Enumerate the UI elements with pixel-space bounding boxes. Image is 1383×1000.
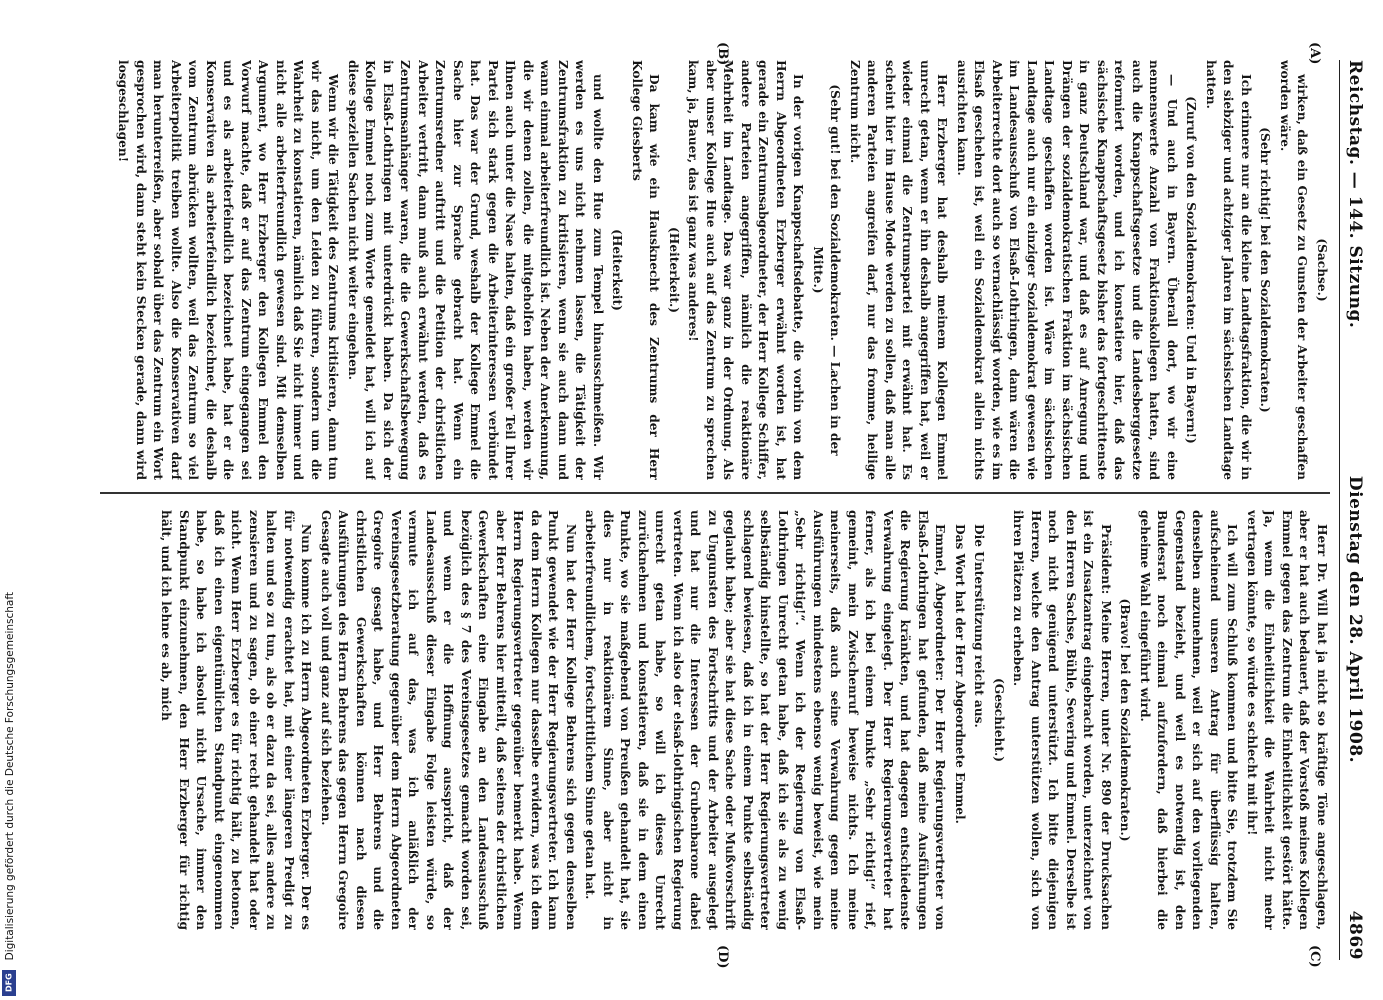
scanned-page [80,40,1370,980]
paragraph-centered: (Sachse.) [1315,238,1329,302]
header-left: Reichstag. — 144. Sitzung. [1345,60,1365,329]
paragraph-centered: (Geschieht.) [992,678,1006,762]
page-content [80,40,1370,980]
paragraph: Wenn wir die Tätigkeit des Zentrums kritisieren, dann tun wir das nicht, um den Leiden zu führen, sondern um die Wahrheit zu konstatieren, nämlich daß Sie nicht immer und nicht alle arbeiterfreundlich gewesen sind. Mit demselben Argument, wo Herr Erzberger den Kollegen Emmel den Vorwurf machte, daß er auf das Zentrum eingegangen sei und es als arbeiterfeindlich bezeichnet habe, hat er die Konservativen als arbeiterfeindlich bezeichnet, die deshalb vom Zentrum abrücken wollten, weil das Zentrum so viel Arbeiterpolitik treiben wollte. Also die Konservativen darf man herunterreißen, aber sobald über das Zentrum ein Wort gesprochen wird, dann steht kein Stecken gerade, dann wird losgeschlagen! [116,60,341,480]
page-number: 4869 [1345,910,1365,960]
margin-letter-d: (D) [715,945,730,969]
margin-letter-c: (C) [1307,945,1322,968]
paragraph-centered: (Heiterkeit.) [667,227,681,313]
margin-letter-a: (A) [1307,42,1322,65]
paragraph: und wollte den Hue zum Tempel hinausschmeißen. Wir werden es uns nicht nehmen lassen, die Tätigkeit der Zentrumsfraktion zu kritisieren, wenn sie auch dann und wann einmal arbeiterfreundlich ist. Neben der Anerkennung, die wir denen zollen, die mitgeholfen haben, werden wir Ihnen auch unter die Nase halten, daß ein großer Teil Ihrer Partei sich stark gegen die Arbeiterinteressen verbündet hat. Das war der Grund, weshalb der Kollege Emmel die Sache hier zur Sprache gebracht hat. Wenn ein Zentrumsredner auftritt und die Petition der christlichen Arbeiter vertritt, dann muß auch erwähnt werden, daß es Zentrumsanhänger waren, die die Gewerkschaftsbewegung in Elsaß-Lothringen mit unterdrückt haben. Da sich der Kollege Emmel noch zum Worte gemeldet hat, will ich auf diese speziellen Sachen nicht weiter eingehen. [346,60,605,480]
paragraph-centered: (Bravo! bei den Sozialdemokraten.) [1118,598,1133,842]
paragraph: Emmel, Abgeordneter: Der Herr Regierungsvertreter von Elsaß-Lothringen hat gefunden, daß meine Ausführungen die Regierung kränkten, und hat dagegen entschiedenste Verwahrung eingelegt. Der Herr Regierungsvertreter hat ferner, als ich bei einem Punkte „Sehr richtig!“ rief, gemeint, mein Zwischenruf beweise nichts. Ich meine meinerseits, daß auch seine Verwahrung gegen meine Ausführungen mindestens ebenso wenig beweist, wie mein „Sehr richtig!“. Wenn ich der Regierung von Elsaß-Lothringen Unrecht getan habe, daß ich sie als zu wenig selbständig hinstellte, so hat der Herr Regierungsvertreter schlagend bewiesen, daß ich in einem Punkte selbständig geglaubt habe; aber sie hat diese Sache oder Mußvorschrift zu Ungunsten des Fortschritts und der Arbeiter ausgelegt und hat nur die Interessen der Grubenbarone dabei vertreten. Wenn ich also der elsaß-lothringischen Regierung unrecht getan habe, so will ich dieses Unrecht zurücknehmen und konstatieren, daß sie in dem einen Punkte, wo sie maßgebend von Preußen gehandelt hat, sie dies nur in reaktionärem Sinne, aber nicht in arbeiterfreundlichem, fortschrittlichem Sinne getan hat. [583,510,948,930]
column-divider [100,492,1330,494]
paragraph-centered: (Sehr richtig! bei den Sozialdemokraten.) [1258,127,1273,413]
margin-letter-b: (B) [715,42,730,66]
paragraph: Da kam wie ein Hausknecht des Zentrums der Herr Kollege Giesberts [630,60,662,480]
paragraph: Die Unterstützung reicht aus. [972,524,987,728]
paragraph: Herr Dr. Will hat ja nicht so kräftige Töne angeschlagen, aber er hat auch bedauert, daß der Vorstoß meines Kollegen Emmel gegen das Zentrum die Einheitlichkeit gestört hätte. Ja, wenn die Einheitlichkeit die Wahrheit nicht mehr vertragen könnte, so würde es schlecht mit ihr! [1245,510,1329,930]
paragraph: In der vorigen Knappschaftsdebatte, die vorhin von dem Herrn Abgeordneten Erzberger erwähnt worden ist, hat gerade ein Zentrumsabgeordneter, der Herr Kollege Schiffer, andere Parteien angegriffen, nämlich die reaktionäre Mehrheit im Landtage. Das war ganz in der Ordnung. Als aber unser Kollege Hue auch auf das Zentrum zu sprechen kam, ja, Bauer, das ist ganz was anderes! [686,60,806,480]
paragraph: Das Wort hat der Herr Abgeordnete Emmel. [953,524,967,824]
paragraph-centered: (Zuruf von den Sozialdemokraten: Und in Bayern!) [1184,96,1199,444]
paragraph-centered: (Sehr gut! bei den Sozialdemokraten. — Lachen in der Mitte.) [811,84,843,456]
right-column [100,510,1330,930]
page-header [1339,60,1370,960]
paragraph-centered: (Heiterkeit) [610,229,625,311]
paragraph: Nun hat der Herr Kollege Behrens sich gegen denselben Punkt gewendet wie der Herr Regierungsvertreter. Ich kann da dem Herrn Kollegen nur dasselbe erwidern, was ich dem Herrn Regierungsvertreter gegenüber bemerkt habe. Wenn aber Herr Behrens hier mitteilt, daß seitens der christlichen Gewerkschaften eine Eingabe an den Landesausschuß bezüglich des § 7 des Vereinsgesetzes gemacht worden sei, und wenn er die Hoffnung ausspricht, daß der Landesausschuß dieser Eingabe Folge leisten würde, so vermute ich auf das, was ich anläßlich der Vereinsgesetzberatung gegenüber dem Herrn Abgeordneten Gregoire gesagt habe, und Herr Behrens und die christlichen Gewerkschaften können nach diesen Ausführungen des Herrn Behrens das gegen Herrn Gregoire Gesagte auch voll und ganz auf sich beziehen. [319,510,578,930]
left-column [100,60,1330,480]
paragraph: Herr Erzberger hat deshalb meinem Kollegen Emmel unrecht getan, wenn er ihn deshalb angegriffen hat, weil er wieder einmal die Zentrumspartei mit erwähnt hat. Es scheint hier im Hause Mode werden zu sollen, daß man alle anderen Parteien angreifen darf, nur das fromme, heilige Zentrum nicht. [848,60,950,480]
digitization-note: Digitalisierung gefördert durch die Deutsche Forschungsgemeinschaft [4,591,16,960]
paragraph: — Und auch in Bayern. Überall dort, wo wir eine nennenswerte Anzahl von Fraktionskollegen hatten, sind auch die Knappschaftsgesetze und die Landesberggesetze reformiert worden, und ich konstatiere hier, daß das sächsische Knappschaftsgesetz bisher das fortgeschrittenste in ganz Deutschland war, und daß es auf Anregung und Drängen der sozialdemokratischen Fraktion im sächsischen Landtage geschaffen worden ist. Wäre im sächsischen Landtage auch nur ein einziger Sozialdemokrat gewesen wie im Landesausschuß von Elsaß-Lothringen, dann wären die Arbeiterrechte dort auch so vernachlässigt worden, wie es im Elsaß geschehen ist, weil ein Sozialdemokrat allein nichts ausrichten kann. [955,60,1179,480]
paragraph: Präsident: Meine Herren, unter Nr. 890 der Drucksachen ist ein Zusatzantrag eingebracht worden, unterzeichnet von den Herren Sachse, Bühle, Severing und Emmel. Derselbe ist noch nicht genügend unterstützt. Ich bitte diejenigen Herren, welche den Antrag unterstützen wollen, sich von ihren Plätzen zu erheben. [1011,510,1113,930]
paragraph: wirken, daß ein Gesetz zu Gunsten der Arbeiter geschaffen worden wäre. [1278,60,1310,480]
paragraph: Ich will zum Schluß kommen und bitte Sie, trotzdem Sie aufscheinend unseren Antrag für überflüssig halten, denselben anzunehmen, weil er sich auf den vorliegenden Gegenstand bezieht, und weil es notwendig ist, den Bundesrat noch einmal aufzufordern, daß hierbei die geheime Wahl eingeführt wird. [1138,510,1240,930]
dfg-logo: DFG [2,970,16,996]
paragraph: Ich erinnere nur an die kleine Landtagsfraktion, die wir in den siebziger und achtziger Jahren im sächsischen Landtage hatten. [1204,60,1253,480]
header-date: Dienstag den 28. April 1908. [1345,475,1365,764]
paragraph: Nun komme ich zu Herrn Abgeordneten Erzberger. Der es für notwendig erachtet hat, mit einer längeren Predigt zu halten und so zu tun, als ob er dazu da sei, alles andere zu zensieren und zu sagen, ob einer recht gehandelt hat oder nicht. Wenn Herr Erzberger es für richtig hält, zu betonen, daß ich einen eigentümlichen Standpunkt eingenommen habe, so habe ich absolut nicht Ursache, immer den Standpunkt einzunehmen, den Herr Erzberger für richtig hält, und ich lehne es ab, mich [159,510,314,930]
